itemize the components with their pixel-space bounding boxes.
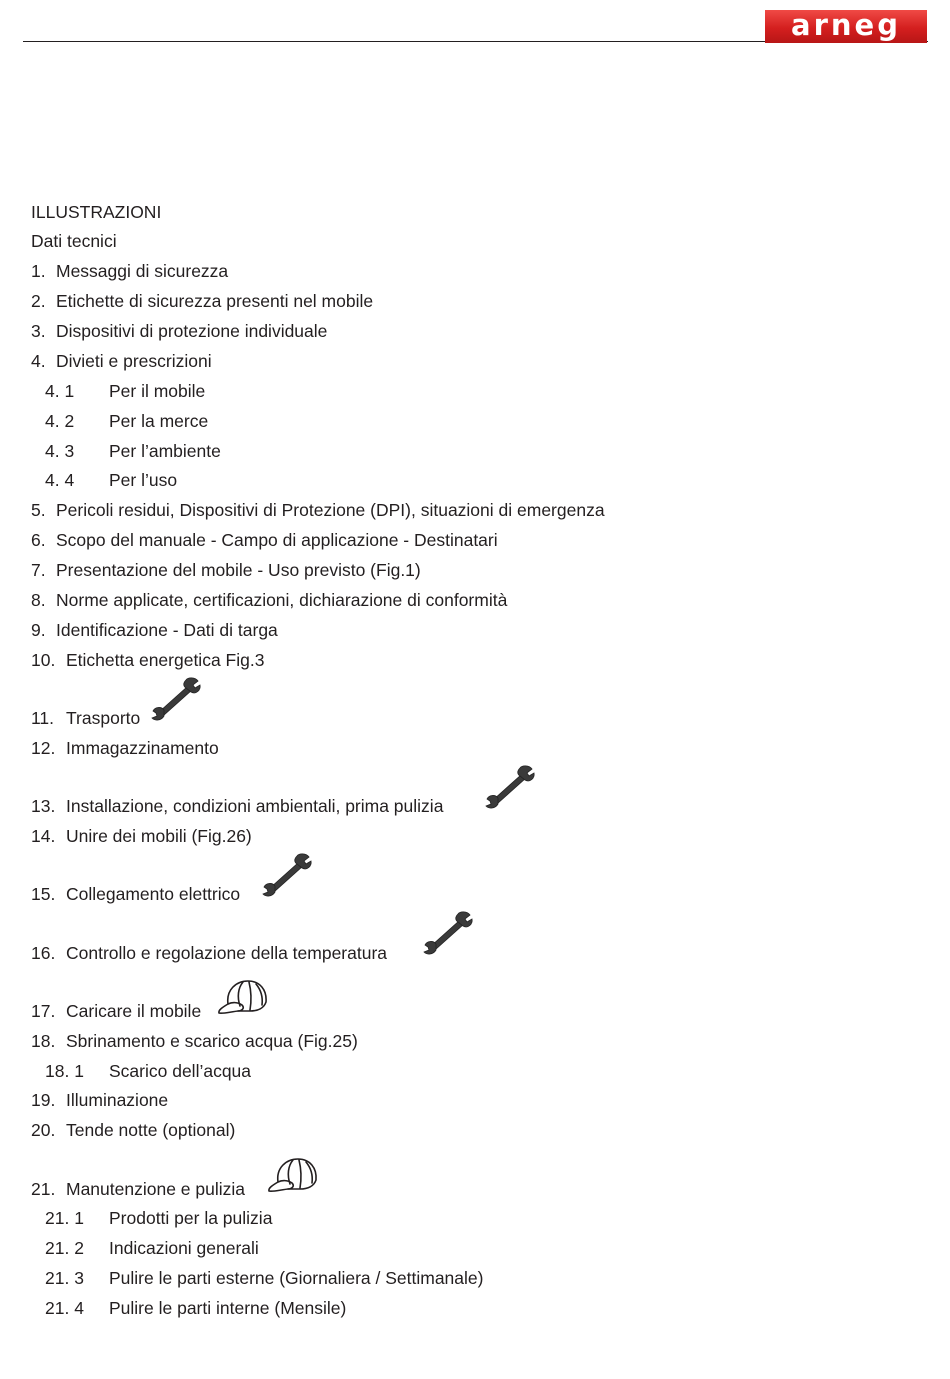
toc-item-number: 18. 1 (45, 1061, 84, 1081)
wrench-icon (422, 910, 474, 958)
toc-item-number: 12. (31, 738, 56, 758)
toc-item-text: Per l’uso (109, 470, 178, 490)
toc-item-text: Pericoli residui, Dispositivi di Protezione (DPI), situazioni di emergenza (56, 500, 605, 520)
toc-item-1 (31, 259, 228, 283)
toc-item-number: 4. (31, 351, 46, 371)
wrench-icon (150, 676, 202, 724)
toc-item-text: Norme applicate, certificazioni, dichiarazione di conformità (56, 590, 508, 610)
cap-icon (216, 978, 270, 1020)
toc-item-number: 15. (31, 884, 56, 904)
toc-item-text: Prodotti per la pulizia (109, 1208, 273, 1228)
toc-item-10 (31, 648, 264, 672)
toc-item-number: 2. (31, 291, 46, 311)
toc-item-number: 20. (31, 1120, 56, 1140)
toc-item-text: Identificazione - Dati di targa (56, 620, 278, 640)
toc-subitem-18-1 (45, 1059, 251, 1083)
toc-subitem-4-2 (45, 409, 208, 433)
toc-subitem-4-4 (45, 468, 177, 492)
toc-item-text: Caricare il mobile (66, 1001, 202, 1021)
toc-item-text: Illuminazione (66, 1090, 169, 1110)
toc-item-number: 9. (31, 620, 46, 640)
toc-item-number: 21. (31, 1179, 56, 1199)
toc-item-number: 6. (31, 530, 46, 550)
toc-item-21 (31, 1177, 245, 1201)
toc-item-text: Pulire le parti interne (Mensile) (109, 1298, 347, 1318)
toc-item-text: Immagazzinamento (66, 738, 219, 758)
toc-item-12 (31, 736, 219, 760)
toc-item-2 (31, 289, 373, 313)
toc-item-text: Controllo e regolazione della temperatura (66, 943, 388, 963)
toc-item-number: 4. 1 (45, 381, 75, 401)
toc-item-number: 21. 4 (45, 1298, 84, 1318)
toc-item-number: 13. (31, 796, 56, 816)
toc-item-number: 8. (31, 590, 46, 610)
toc-item-number: 4. 2 (45, 411, 75, 431)
toc-item-text: Per la merce (109, 411, 209, 431)
wrench-icon (261, 852, 313, 900)
toc-item-17 (31, 999, 201, 1023)
toc-item-number: 19. (31, 1090, 56, 1110)
toc-subitem-21-1 (45, 1206, 272, 1230)
toc-item-text: Presentazione del mobile - Uso previsto (Fig.1) (56, 560, 421, 580)
toc-item-number: 3. (31, 321, 46, 341)
toc-item-number: 7. (31, 560, 46, 580)
toc-subitem-21-4 (45, 1296, 346, 1320)
toc-item-5 (31, 498, 605, 522)
toc-subitem-21-3 (45, 1266, 483, 1290)
toc-item-text: Sbrinamento e scarico acqua (Fig.25) (66, 1031, 358, 1051)
toc-item-number: 18. (31, 1031, 56, 1051)
toc-item-number: 11. (31, 708, 55, 728)
toc-item-8 (31, 588, 507, 612)
toc-item-text: Unire dei mobili (Fig.26) (66, 826, 252, 846)
toc-item-text: Manutenzione e pulizia (66, 1179, 246, 1199)
toc-subitem-21-2 (45, 1236, 259, 1260)
toc-item-number: 5. (31, 500, 46, 520)
toc-item-text: Messaggi di sicurezza (56, 261, 229, 281)
toc-title: ILLUSTRAZIONI (31, 202, 162, 222)
toc-item-text: Per il mobile (109, 381, 206, 401)
toc-item-number: 4. 4 (45, 470, 75, 490)
wrench-icon (484, 764, 536, 812)
cap-icon (266, 1156, 320, 1198)
brand-logo (765, 10, 927, 43)
toc-item-3 (31, 319, 327, 343)
toc-item-number: 16. (31, 943, 56, 963)
toc-subitem-4-1 (45, 379, 205, 403)
toc-item-7 (31, 558, 421, 582)
toc-item-number: 21. 1 (45, 1208, 84, 1228)
toc-item-9 (31, 618, 278, 642)
toc-item-number: 1. (31, 261, 46, 281)
brand-logo-text: arneg (791, 8, 901, 42)
toc-item-text: Per l’ambiente (109, 441, 221, 461)
toc-item-15 (31, 882, 240, 906)
toc-intro: Dati tecnici (31, 231, 117, 251)
toc-item-20 (31, 1118, 235, 1142)
toc-item-text: Etichette di sicurezza presenti nel mobile (56, 291, 374, 311)
toc-item-text: Scopo del manuale - Campo di applicazione - Destinatari (56, 530, 498, 550)
toc-item-text: Dispositivi di protezione individuale (56, 321, 328, 341)
toc-item-text: Divieti e prescrizioni (56, 351, 212, 371)
toc-item-text: Indicazioni generali (109, 1238, 259, 1258)
toc-item-13 (31, 794, 443, 818)
toc-item-6 (31, 528, 498, 552)
toc-item-text: Etichetta energetica Fig.3 (66, 650, 265, 670)
toc-item-text: Scarico dell’acqua (109, 1061, 252, 1081)
toc-item-number: 4. 3 (45, 441, 75, 461)
toc-item-19 (31, 1088, 168, 1112)
toc-item-18 (31, 1029, 358, 1053)
toc-item-text: Trasporto (66, 708, 141, 728)
toc-item-14 (31, 824, 252, 848)
toc-item-text: Collegamento elettrico (66, 884, 241, 904)
toc-item-16 (31, 941, 387, 965)
toc-item-number: 21. 3 (45, 1268, 84, 1288)
toc-item-number: 17. (31, 1001, 56, 1021)
toc-item-text: Pulire le parti esterne (Giornaliera / Settimanale) (109, 1268, 484, 1288)
toc-subitem-4-3 (45, 439, 221, 463)
toc-item-number: 14. (31, 826, 56, 846)
toc-item-text: Tende notte (optional) (66, 1120, 236, 1140)
toc-item-number: 21. 2 (45, 1238, 84, 1258)
toc-item-11 (31, 706, 140, 730)
toc-item-4 (31, 349, 212, 373)
toc-item-text: Installazione, condizioni ambientali, prima pulizia (66, 796, 444, 816)
toc-item-number: 10. (31, 650, 56, 670)
